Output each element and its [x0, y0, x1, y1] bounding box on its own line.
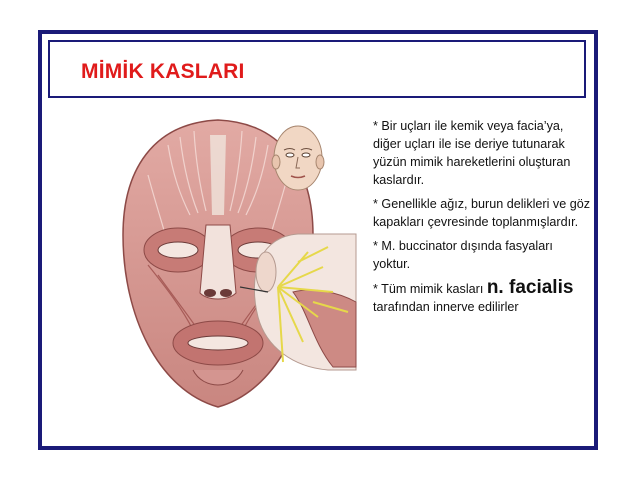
- innervation-suffix: tarafından innerve edilirler: [373, 300, 519, 314]
- nerve-name: n. facialis: [486, 277, 574, 298]
- description-text: [373, 117, 591, 322]
- paragraph-innervation: [373, 279, 591, 316]
- paragraph-attachment: * Bir uçları ile kemik veya facia’ya, diğer uçları ile ise deriye tutunarak yüzün mimik hareketlerini oluşturan kaslardır.: [373, 119, 571, 187]
- paragraph-location: * Genellikle ağız, burun delikleri ve göz kapakları çevresinde toplanmışlardır.: [373, 197, 591, 229]
- paragraph-fascia: * M. buccinator dışında fasyaları yoktur.: [373, 239, 553, 271]
- innervation-prefix: * Tüm mimik kasları: [373, 282, 487, 296]
- slide-title: MİMİK KASLARI: [81, 60, 245, 83]
- face-sketch-illustration: [268, 120, 328, 200]
- facial-nerve-illustration: [238, 232, 358, 372]
